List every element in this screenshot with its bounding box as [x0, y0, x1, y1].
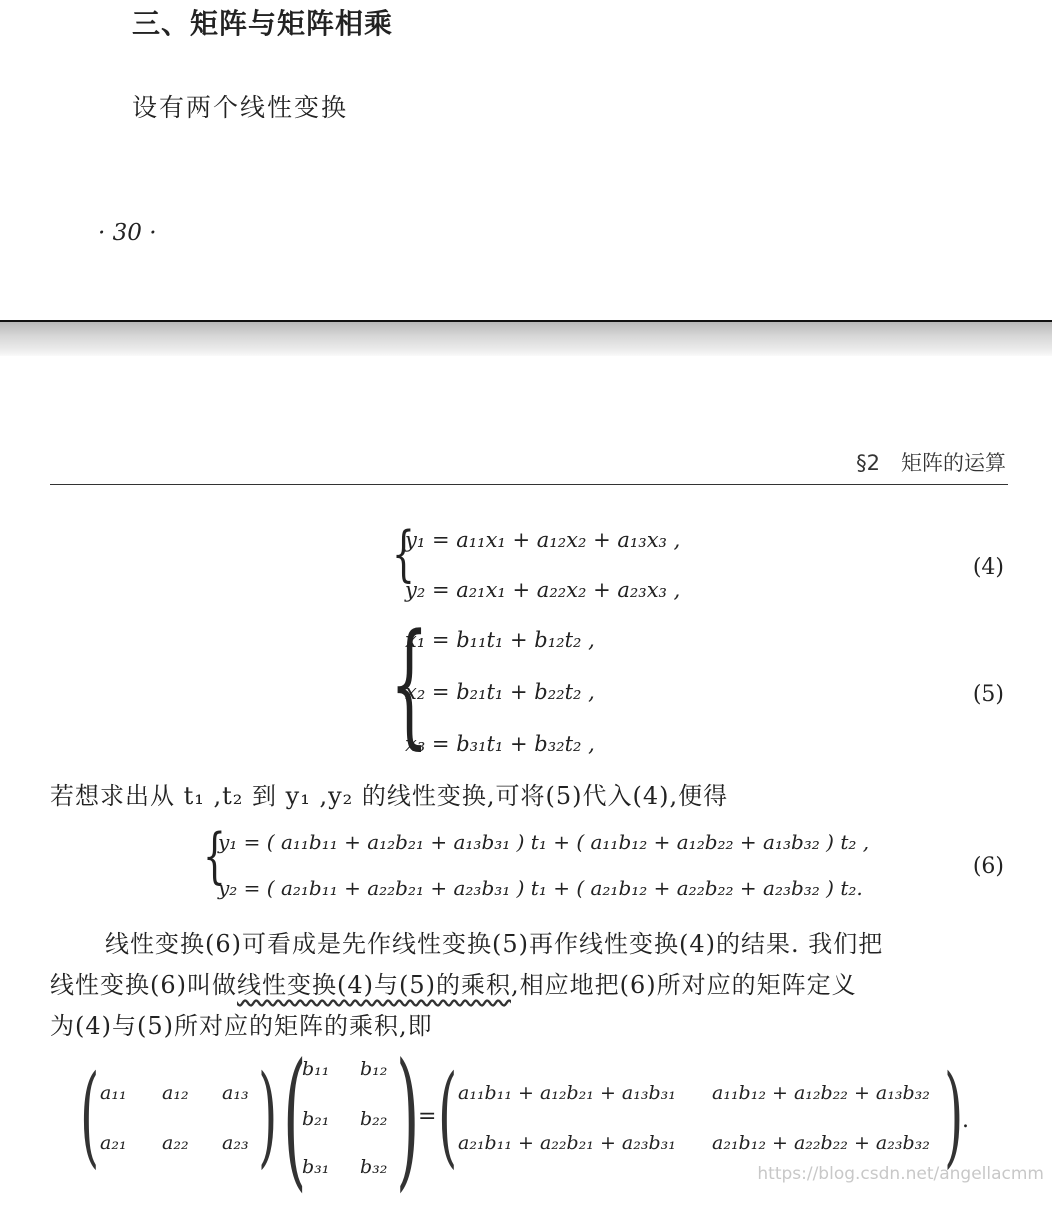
page-separator-shadow — [0, 322, 1052, 356]
matrix-b-entry: b₃₁ — [302, 1156, 330, 1178]
eq5-brace: { — [390, 605, 429, 762]
product-definition-emphasis: 线性变换(4)与(5)的乘积 — [237, 971, 511, 999]
matrix-b-entry: b₁₁ — [302, 1058, 330, 1080]
matrix-a-entry: a₂₃ — [222, 1132, 249, 1154]
header-rule — [50, 484, 1008, 485]
eq5-line1: x₁ = b₁₁t₁ + b₁₂t₂ , — [405, 628, 595, 652]
eq5-line3: x₃ = b₃₁t₁ + b₃₂t₂ , — [405, 732, 595, 756]
matrix-c-entry: a₂₁b₁₁ + a₂₂b₂₁ + a₂₃b₃₁ — [458, 1132, 676, 1154]
matrix-a-right-paren: ) — [258, 1051, 278, 1179]
eq5-number: (5) — [972, 682, 1004, 707]
matrix-b-right-paren: ) — [396, 1032, 420, 1206]
matrix-a-left-paren: ( — [80, 1051, 100, 1179]
running-header: §2 矩阵的运算 — [856, 451, 1006, 475]
intro-text: 设有两个线性变换 — [132, 93, 349, 122]
matrix-a-entry: a₁₁ — [100, 1082, 127, 1104]
matrix-c-entry: a₁₁b₁₂ + a₁₂b₂₂ + a₁₃b₃₂ — [712, 1082, 930, 1104]
matrix-b-left-paren: ( — [283, 1032, 307, 1206]
matrix-b-entry: b₂₂ — [360, 1108, 388, 1130]
matrix-a-entry: a₂₂ — [162, 1132, 189, 1154]
matrix-a-entry: a₁₂ — [162, 1082, 189, 1104]
final-period: . — [962, 1108, 969, 1133]
eq4-line2: y₂ = a₂₁x₁ + a₂₂x₂ + a₂₃x₃ , — [405, 578, 681, 602]
paragraph-product-line2 — [50, 965, 857, 1000]
matrix-b-entry: b₁₂ — [360, 1058, 388, 1080]
eq6-line1: y₁ = ( a₁₁b₁₁ + a₁₂b₂₁ + a₁₃b₃₁ ) t₁ + ( a₁₁b₁₂ + a₁₂b₂₂ + a₁₃b₃₂ ) t₂ , — [218, 830, 870, 854]
matrix-b-entry: b₃₂ — [360, 1156, 388, 1178]
eq4-brace: { — [392, 519, 415, 589]
matrix-c-entry: a₁₁b₁₁ + a₁₂b₂₁ + a₁₃b₃₁ — [458, 1082, 676, 1104]
matrix-a-entry: a₁₃ — [222, 1082, 249, 1104]
eq5-line2: x₂ = b₂₁t₁ + b₂₂t₂ , — [405, 680, 595, 704]
paragraph-substitution: 若想求出从 t₁ ,t₂ 到 y₁ ,y₂ 的线性变换,可将(5)代入(4),便得 — [50, 782, 729, 810]
eq6-number: (6) — [972, 854, 1004, 879]
para2-text-c: ,相应地把(6)所对应的矩阵定义 — [511, 971, 857, 999]
eq4-number: (4) — [972, 555, 1004, 580]
watermark: https://blog.csdn.net/angellacmm — [757, 1164, 1044, 1184]
eq6-brace: { — [203, 821, 226, 891]
equals-sign: = — [418, 1104, 437, 1129]
para2-text-a: 线性变换(6)叫做 — [50, 971, 237, 999]
section-title: 三、矩阵与矩阵相乘 — [132, 7, 394, 40]
matrix-a-entry: a₂₁ — [100, 1132, 127, 1154]
matrix-b-entry: b₂₁ — [302, 1108, 330, 1130]
matrix-c-right-paren: ) — [944, 1051, 964, 1179]
eq6-line2: y₂ = ( a₂₁b₁₁ + a₂₂b₂₁ + a₂₃b₃₁ ) t₁ + ( a₂₁b₁₂ + a₂₂b₂₂ + a₂₃b₃₂ ) t₂. — [218, 876, 863, 900]
page-number: · 30 · — [98, 220, 157, 246]
matrix-c-entry: a₂₁b₁₂ + a₂₂b₂₂ + a₂₃b₃₂ — [712, 1132, 930, 1154]
matrix-c-left-paren: ( — [438, 1051, 458, 1179]
paragraph-product-line1: 线性变换(6)可看成是先作线性变换(5)再作线性变换(4)的结果. 我们把 — [105, 930, 884, 958]
paragraph-product-line3: 为(4)与(5)所对应的矩阵的乘积,即 — [50, 1012, 433, 1040]
eq4-line1: y₁ = a₁₁x₁ + a₁₂x₂ + a₁₃x₃ , — [405, 528, 681, 552]
